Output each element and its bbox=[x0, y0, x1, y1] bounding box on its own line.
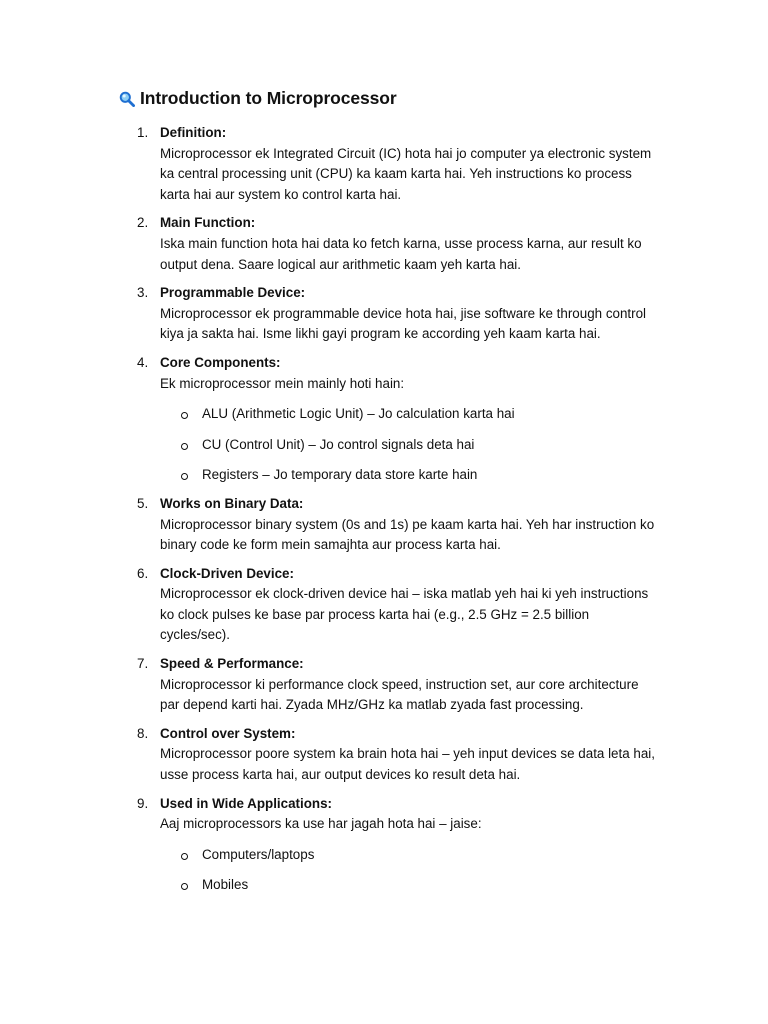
list-item-number: 4. bbox=[137, 354, 149, 370]
list-item-body: Microprocessor ki performance clock speed, instruction set, aur core architecture par depend karti hai. Zyada MHz/GHz ka matlab zyada fast processing. bbox=[160, 676, 639, 713]
list-item-body: Microprocessor ek clock-driven device hai – iska matlab yeh hai ki yeh instructions ko clock pulses ke base par process karta hai (e.g., 2.5 GHz = 2.5 billion cycles/sec). bbox=[160, 586, 649, 643]
list-item bbox=[137, 564, 657, 646]
magnifying-glass-icon bbox=[119, 91, 135, 107]
bullet-item-text: Computers/laptops bbox=[202, 846, 315, 862]
list-item-title: Control over System: bbox=[160, 725, 296, 741]
bullet-item-text: CU (Control Unit) – Jo control signals deta hai bbox=[202, 436, 475, 452]
list-item bbox=[137, 353, 657, 486]
list-item-number: 6. bbox=[137, 565, 149, 581]
list-item-number: 2. bbox=[137, 215, 149, 231]
bullet-list bbox=[160, 845, 657, 896]
list-item-body: Microprocessor poore system ka brain hota hai – yeh input devices se data leta hai, usse process karta hai, aur output devices ko result deta hai. bbox=[160, 746, 655, 783]
hollow-bullet-icon bbox=[181, 473, 188, 480]
bullet-item bbox=[160, 435, 657, 456]
bullet-item bbox=[160, 845, 657, 866]
bullet-list bbox=[160, 404, 657, 486]
list-item-number: 5. bbox=[137, 495, 149, 511]
list-item-title: Speed & Performance: bbox=[160, 656, 304, 672]
list-item bbox=[137, 283, 657, 345]
list-item-number: 1. bbox=[137, 125, 149, 140]
list-item-body: Microprocessor ek Integrated Circuit (IC) hota hai jo computer ya electronic system ka central processing unit (CPU) ka kaam karta hai. Yeh instructions ko process karta hai aur system ko control karta hai. bbox=[160, 145, 652, 202]
list-item-body: Microprocessor ek programmable device hota hai, jise software ke through control kiya ja sakta hai. Isme likhi gayi program ke according yeh kaam karta hai. bbox=[160, 305, 647, 342]
hollow-bullet-icon bbox=[181, 883, 188, 890]
list-item bbox=[137, 794, 657, 896]
list-item-number: 8. bbox=[137, 725, 149, 741]
bullet-item bbox=[160, 465, 657, 486]
list-item-body: Ek microprocessor mein mainly hoti hain: bbox=[160, 375, 405, 391]
list-item-title: Clock-Driven Device: bbox=[160, 565, 294, 581]
bullet-item-text: Registers – Jo temporary data store karte hain bbox=[202, 467, 478, 483]
hollow-bullet-icon bbox=[181, 443, 188, 450]
list-item bbox=[137, 123, 657, 205]
list-item-body: Aaj microprocessors ka use har jagah hota hai – jaise: bbox=[160, 816, 482, 832]
list-item-body: Microprocessor binary system (0s and 1s) pe kaam karta hai. Yeh har instruction ko binary code ke form mein samajhta aur process karta hai. bbox=[160, 516, 655, 553]
list-item bbox=[137, 724, 657, 786]
list-item-title: Programmable Device: bbox=[160, 285, 306, 301]
bullet-item bbox=[160, 875, 657, 896]
list-item-title: Core Components: bbox=[160, 354, 281, 370]
bullet-item-text: Mobiles bbox=[202, 877, 249, 893]
page-title-text: Introduction to Microprocessor bbox=[140, 88, 397, 108]
list-item-title: Works on Binary Data: bbox=[160, 495, 304, 511]
list-item bbox=[137, 213, 657, 275]
bullet-item bbox=[160, 404, 657, 425]
list-item bbox=[137, 654, 657, 716]
numbered-list bbox=[137, 123, 657, 904]
list-item-body: Iska main function hota hai data ko fetch karna, usse process karna, aur result ko output dena. Saare logical aur arithmetic kaam yeh karta hai. bbox=[160, 235, 642, 272]
list-item-title: Used in Wide Applications: bbox=[160, 795, 332, 811]
list-item-number: 7. bbox=[137, 656, 149, 672]
bullet-item-text: ALU (Arithmetic Logic Unit) – Jo calculation karta hai bbox=[202, 406, 515, 422]
list-item-number: 3. bbox=[137, 285, 149, 301]
list-item bbox=[137, 494, 657, 556]
page-title bbox=[119, 88, 397, 109]
hollow-bullet-icon bbox=[181, 853, 188, 860]
hollow-bullet-icon bbox=[181, 412, 188, 419]
list-item-title: Definition: bbox=[160, 125, 227, 140]
list-item-number: 9. bbox=[137, 795, 149, 811]
list-item-title: Main Function: bbox=[160, 215, 256, 231]
